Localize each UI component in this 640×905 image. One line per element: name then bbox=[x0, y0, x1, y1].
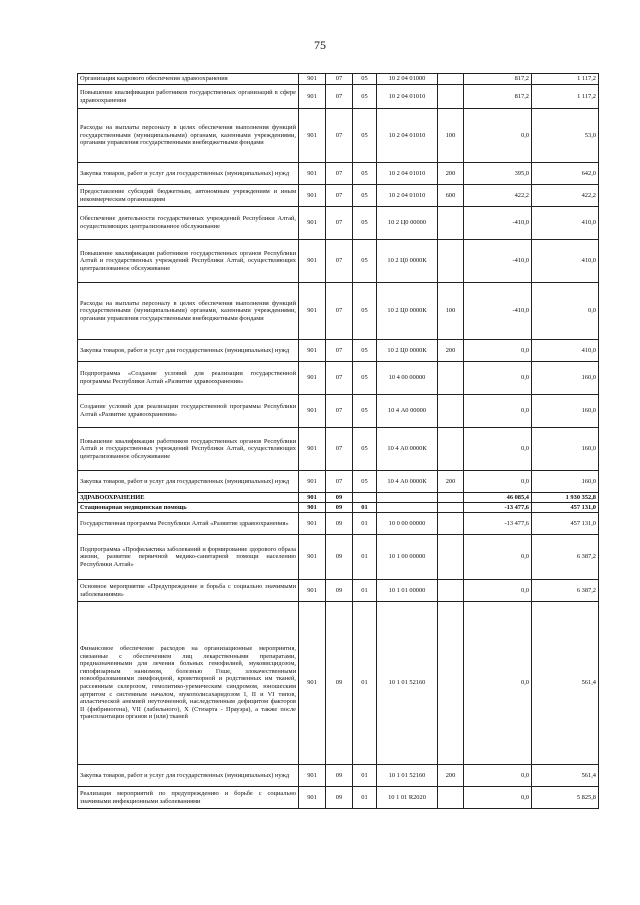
admin-code-cell: 901 bbox=[299, 240, 326, 283]
target-article-cell: 10 2 Ц0 0000К bbox=[377, 283, 438, 340]
amount-change-cell: 395,0 bbox=[464, 163, 532, 185]
amount-total-cell: 410,0 bbox=[532, 240, 599, 283]
expense-type-cell bbox=[438, 580, 464, 602]
subsection-cell: 05 bbox=[353, 163, 377, 185]
row-name-cell: Закупка товаров, работ и услуг для государственных (муниципальных) нужд bbox=[78, 471, 299, 493]
expense-type-cell bbox=[438, 535, 464, 580]
amount-total-cell: 642,0 bbox=[532, 163, 599, 185]
table-row bbox=[78, 602, 599, 765]
subsection-cell: 01 bbox=[353, 580, 377, 602]
section-cell: 07 bbox=[326, 428, 353, 471]
subsection-cell: 05 bbox=[353, 185, 377, 207]
section-cell: 07 bbox=[326, 185, 353, 207]
expense-type-cell: 200 bbox=[438, 471, 464, 493]
admin-code-cell: 901 bbox=[299, 602, 326, 765]
expense-type-cell bbox=[438, 240, 464, 283]
section-cell: 07 bbox=[326, 283, 353, 340]
amount-total-cell: 457 131,0 bbox=[532, 503, 599, 513]
subsection-cell: 01 bbox=[353, 535, 377, 580]
target-article-cell: 10 1 01 00000 bbox=[377, 580, 438, 602]
amount-change-cell: -410,0 bbox=[464, 240, 532, 283]
amount-total-cell: 6 387,2 bbox=[532, 580, 599, 602]
target-article-cell: 10 2 04 01010 bbox=[377, 163, 438, 185]
table-row bbox=[78, 185, 599, 207]
table-row bbox=[78, 580, 599, 602]
subsection-cell: 05 bbox=[353, 471, 377, 493]
row-name-cell: Повышение квалификации работников государственных организаций в сфере здравоохранения bbox=[78, 85, 299, 109]
subsection-cell: 05 bbox=[353, 340, 377, 362]
expense-type-cell bbox=[438, 362, 464, 395]
section-cell: 09 bbox=[326, 602, 353, 765]
row-name-cell: Подпрограмма «Создание условий для реализации государственной программы Республики Алтай «Развитие здравоохранения» bbox=[78, 362, 299, 395]
table-row bbox=[78, 787, 599, 809]
table-row bbox=[78, 395, 599, 428]
amount-total-cell: 6 387,2 bbox=[532, 535, 599, 580]
section-cell: 07 bbox=[326, 74, 353, 85]
amount-total-cell: 1 930 352,8 bbox=[532, 493, 599, 503]
expense-type-cell bbox=[438, 503, 464, 513]
section-cell: 07 bbox=[326, 109, 353, 163]
section-cell: 07 bbox=[326, 163, 353, 185]
expense-type-cell bbox=[438, 207, 464, 240]
target-article-cell: 10 1 01 52160 bbox=[377, 602, 438, 765]
row-name-cell: Подпрограмма «Профилактика заболеваний и формирование здорового образа жизни, развитие первичной медико-санитарной помощи населению Республики Алтай» bbox=[78, 535, 299, 580]
amount-total-cell: 160,0 bbox=[532, 362, 599, 395]
subsection-cell: 01 bbox=[353, 513, 377, 535]
amount-total-cell: 457 131,0 bbox=[532, 513, 599, 535]
target-article-cell: 10 1 01 52160 bbox=[377, 765, 438, 787]
section-cell: 07 bbox=[326, 395, 353, 428]
table-row bbox=[78, 340, 599, 362]
admin-code-cell: 901 bbox=[299, 493, 326, 503]
table-row bbox=[78, 765, 599, 787]
expense-type-cell: 200 bbox=[438, 340, 464, 362]
admin-code-cell: 901 bbox=[299, 787, 326, 809]
section-cell: 07 bbox=[326, 207, 353, 240]
amount-total-cell: 160,0 bbox=[532, 428, 599, 471]
row-name-cell: Основное мероприятие «Предупреждение и борьба с социально значимыми заболеваниями» bbox=[78, 580, 299, 602]
subsection-cell: 05 bbox=[353, 207, 377, 240]
expense-type-cell bbox=[438, 787, 464, 809]
row-name-cell: Обеспечение деятельности государственных учреждений Республики Алтай, осуществляющих централизованное обслуживание bbox=[78, 207, 299, 240]
table-row bbox=[78, 283, 599, 340]
section-cell: 07 bbox=[326, 362, 353, 395]
expense-type-cell bbox=[438, 85, 464, 109]
subsection-cell: 05 bbox=[353, 395, 377, 428]
table-row bbox=[78, 493, 599, 503]
expense-type-cell: 200 bbox=[438, 765, 464, 787]
admin-code-cell: 901 bbox=[299, 471, 326, 493]
target-article-cell: 10 4 А0 0000К bbox=[377, 471, 438, 493]
amount-change-cell: 0,0 bbox=[464, 580, 532, 602]
amount-change-cell: 46 085,4 bbox=[464, 493, 532, 503]
expense-type-cell bbox=[438, 513, 464, 535]
table-row bbox=[78, 428, 599, 471]
row-name-cell: Предоставление субсидий бюджетным, автономным учреждениям и иным некоммерческим организациям bbox=[78, 185, 299, 207]
section-cell: 09 bbox=[326, 493, 353, 503]
section-cell: 09 bbox=[326, 503, 353, 513]
subsection-cell: 05 bbox=[353, 428, 377, 471]
table-row bbox=[78, 513, 599, 535]
row-name-cell: Закупка товаров, работ и услуг для государственных (муниципальных) нужд bbox=[78, 765, 299, 787]
subsection-cell: 05 bbox=[353, 283, 377, 340]
admin-code-cell: 901 bbox=[299, 74, 326, 85]
amount-total-cell: 410,0 bbox=[532, 207, 599, 240]
amount-change-cell: -13 477,6 bbox=[464, 503, 532, 513]
table-row bbox=[78, 85, 599, 109]
row-name-cell: Стационарная медицинская помощь bbox=[78, 503, 299, 513]
expense-type-cell: 200 bbox=[438, 163, 464, 185]
row-name-cell: Повышение квалификации работников государственных органов Республики Алтай и государственных учреждений Республики Алтай, осуществляющих централизованное обслуживание bbox=[78, 428, 299, 471]
amount-total-cell: 561,4 bbox=[532, 765, 599, 787]
row-name-cell: Расходы на выплаты персоналу в целях обеспечения выполнения функций государственными (муниципальными) органами, казенными учреждениями, органами управления государственными внебюджетными фондами bbox=[78, 109, 299, 163]
expense-type-cell bbox=[438, 493, 464, 503]
target-article-cell: 10 1 01 R2020 bbox=[377, 787, 438, 809]
amount-change-cell: 817,2 bbox=[464, 85, 532, 109]
table-row bbox=[78, 471, 599, 493]
amount-change-cell: 0,0 bbox=[464, 602, 532, 765]
target-article-cell: 10 1 00 00000 bbox=[377, 535, 438, 580]
target-article-cell: 10 2 04 01010 bbox=[377, 109, 438, 163]
table-row bbox=[78, 240, 599, 283]
amount-change-cell: 0,0 bbox=[464, 395, 532, 428]
row-name-cell: Реализация мероприятий по предупреждению и борьбе с социально значимыми инфекционными заболеваниями bbox=[78, 787, 299, 809]
subsection-cell: 05 bbox=[353, 362, 377, 395]
expense-type-cell bbox=[438, 428, 464, 471]
section-cell: 09 bbox=[326, 765, 353, 787]
admin-code-cell: 901 bbox=[299, 185, 326, 207]
subsection-cell: 05 bbox=[353, 240, 377, 283]
admin-code-cell: 901 bbox=[299, 207, 326, 240]
target-article-cell bbox=[377, 503, 438, 513]
row-name-cell: Расходы на выплаты персоналу в целях обеспечения выполнения функций государственными (муниципальными) органами, казенными учреждениями, органами управления государственными внебюджетными фондами bbox=[78, 283, 299, 340]
amount-change-cell: 0,0 bbox=[464, 535, 532, 580]
row-name-cell: Повышение квалификации работников государственных органов Республики Алтай и государственных учреждений Республики Алтай, осуществляющих централизованное обслуживание bbox=[78, 240, 299, 283]
amount-change-cell: 0,0 bbox=[464, 471, 532, 493]
budget-table bbox=[77, 73, 599, 809]
row-name-cell: Создание условий для реализации государственной программы Республики Алтай «Развитие здравоохранения» bbox=[78, 395, 299, 428]
admin-code-cell: 901 bbox=[299, 163, 326, 185]
target-article-cell: 10 2 04 01010 bbox=[377, 185, 438, 207]
subsection-cell: 01 bbox=[353, 503, 377, 513]
amount-total-cell: 410,0 bbox=[532, 340, 599, 362]
expense-type-cell bbox=[438, 395, 464, 428]
row-name-cell: Организация кадрового обеспечения здравоохранения bbox=[78, 74, 299, 85]
amount-total-cell: 160,0 bbox=[532, 395, 599, 428]
admin-code-cell: 901 bbox=[299, 109, 326, 163]
admin-code-cell: 901 bbox=[299, 580, 326, 602]
amount-change-cell: 0,0 bbox=[464, 787, 532, 809]
amount-change-cell: -410,0 bbox=[464, 207, 532, 240]
target-article-cell: 10 4 А0 0000К bbox=[377, 428, 438, 471]
amount-change-cell: 0,0 bbox=[464, 109, 532, 163]
section-cell: 07 bbox=[326, 85, 353, 109]
amount-change-cell: 0,0 bbox=[464, 765, 532, 787]
expense-type-cell bbox=[438, 602, 464, 765]
section-cell: 07 bbox=[326, 340, 353, 362]
amount-total-cell: 0,0 bbox=[532, 283, 599, 340]
target-article-cell: 10 4 00 00000 bbox=[377, 362, 438, 395]
admin-code-cell: 901 bbox=[299, 428, 326, 471]
row-name-cell: Закупка товаров, работ и услуг для государственных (муниципальных) нужд bbox=[78, 163, 299, 185]
subsection-cell: 01 bbox=[353, 787, 377, 809]
section-cell: 07 bbox=[326, 240, 353, 283]
row-name-cell: Государственная программа Республики Алтай «Развитие здравоохранения» bbox=[78, 513, 299, 535]
amount-total-cell: 561,4 bbox=[532, 602, 599, 765]
admin-code-cell: 901 bbox=[299, 513, 326, 535]
table-row bbox=[78, 74, 599, 85]
section-cell: 09 bbox=[326, 580, 353, 602]
subsection-cell: 05 bbox=[353, 85, 377, 109]
table-row bbox=[78, 503, 599, 513]
amount-total-cell: 5 825,8 bbox=[532, 787, 599, 809]
subsection-cell: 05 bbox=[353, 109, 377, 163]
table-row bbox=[78, 163, 599, 185]
amount-change-cell: -13 477,6 bbox=[464, 513, 532, 535]
amount-change-cell: 817,2 bbox=[464, 74, 532, 85]
row-name-cell: Финансовое обеспечение расходов на организационные мероприятия, связанные с обеспечением лиц лекарственными препаратами, предназначенными для лечения больных гемофилией, муковисцидозом, гипофизарным нанизмом, болезнью Гоше, злокачественными новообразованиями лимфоидной, кроветворной и родственных им тканей, рассеянным склерозом, гемолитико-уремическим синдромом, юношеским артритом с системным началом, мукополисахаридозом I, II и VI типов, апластической анемией неуточненной, наследственным дефицитом факторов II (фибриногена), VII (лабильного), X (Стюарта - Прауэра), а также после трансплантации органов и (или) тканей bbox=[78, 602, 299, 765]
section-cell: 09 bbox=[326, 787, 353, 809]
target-article-cell: 10 2 04 01000 bbox=[377, 74, 438, 85]
target-article-cell bbox=[377, 493, 438, 503]
row-name-cell: ЗДРАВООХРАНЕНИЕ bbox=[78, 493, 299, 503]
target-article-cell: 10 2 04 01010 bbox=[377, 85, 438, 109]
table-row bbox=[78, 207, 599, 240]
subsection-cell: 01 bbox=[353, 602, 377, 765]
table-row bbox=[78, 535, 599, 580]
amount-total-cell: 422,2 bbox=[532, 185, 599, 207]
target-article-cell: 10 2 Ц0 0000К bbox=[377, 340, 438, 362]
table-body bbox=[78, 74, 599, 809]
amount-change-cell: 422,2 bbox=[464, 185, 532, 207]
amount-change-cell: 0,0 bbox=[464, 428, 532, 471]
section-cell: 09 bbox=[326, 513, 353, 535]
subsection-cell: 01 bbox=[353, 765, 377, 787]
expense-type-cell: 100 bbox=[438, 109, 464, 163]
target-article-cell: 10 0 00 00000 bbox=[377, 513, 438, 535]
page-number: 75 bbox=[314, 38, 326, 52]
amount-total-cell: 160,0 bbox=[532, 471, 599, 493]
subsection-cell bbox=[353, 493, 377, 503]
amount-change-cell: 0,0 bbox=[464, 362, 532, 395]
target-article-cell: 10 4 А0 00000 bbox=[377, 395, 438, 428]
amount-total-cell: 1 117,2 bbox=[532, 74, 599, 85]
admin-code-cell: 901 bbox=[299, 340, 326, 362]
target-article-cell: 10 2 Ц0 00000 bbox=[377, 207, 438, 240]
admin-code-cell: 901 bbox=[299, 535, 326, 580]
expense-type-cell: 100 bbox=[438, 283, 464, 340]
admin-code-cell: 901 bbox=[299, 85, 326, 109]
admin-code-cell: 901 bbox=[299, 283, 326, 340]
target-article-cell: 10 2 Ц0 0000К bbox=[377, 240, 438, 283]
admin-code-cell: 901 bbox=[299, 395, 326, 428]
table-row bbox=[78, 362, 599, 395]
section-cell: 07 bbox=[326, 471, 353, 493]
amount-total-cell: 1 117,2 bbox=[532, 85, 599, 109]
table-row bbox=[78, 109, 599, 163]
admin-code-cell: 901 bbox=[299, 765, 326, 787]
amount-total-cell: 53,0 bbox=[532, 109, 599, 163]
subsection-cell: 05 bbox=[353, 74, 377, 85]
expense-type-cell bbox=[438, 74, 464, 85]
amount-change-cell: 0,0 bbox=[464, 340, 532, 362]
row-name-cell: Закупка товаров, работ и услуг для государственных (муниципальных) нужд bbox=[78, 340, 299, 362]
amount-change-cell: -410,0 bbox=[464, 283, 532, 340]
admin-code-cell: 901 bbox=[299, 503, 326, 513]
admin-code-cell: 901 bbox=[299, 362, 326, 395]
expense-type-cell: 600 bbox=[438, 185, 464, 207]
section-cell: 09 bbox=[326, 535, 353, 580]
